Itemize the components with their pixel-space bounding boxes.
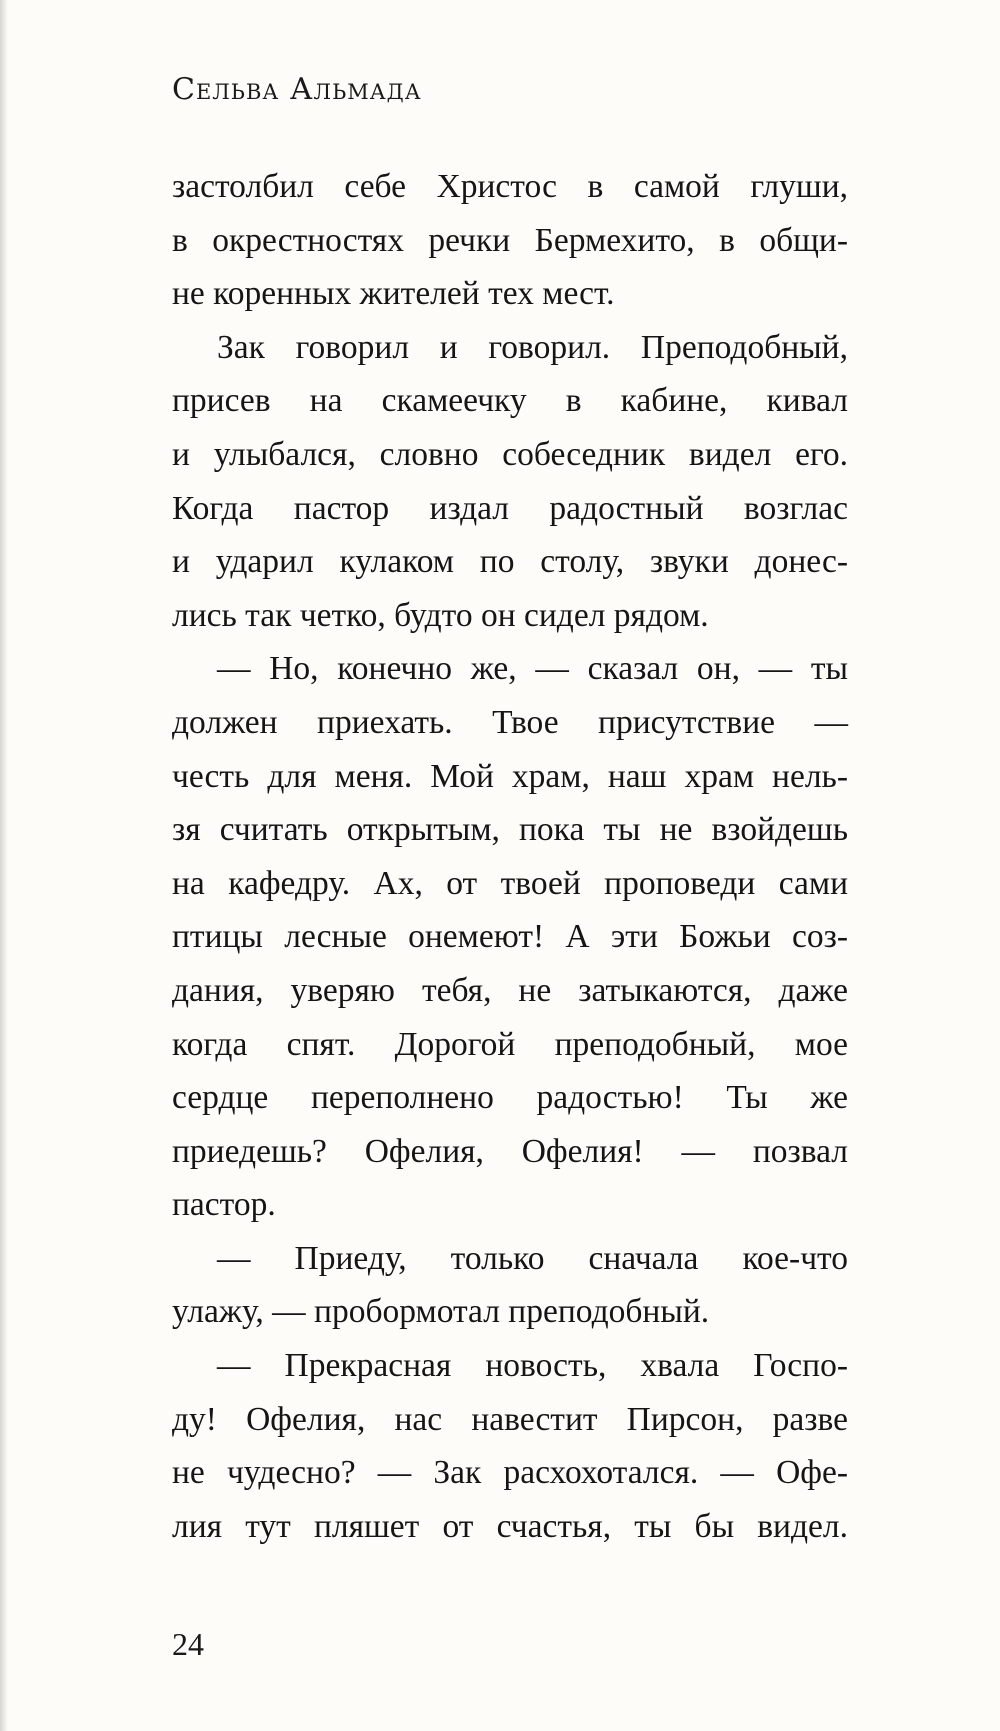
- text-line: лись так четко, будто он сидел рядом.: [172, 596, 709, 634]
- text-line: ду! Офелия, нас навестит Пирсон, разве: [172, 1400, 848, 1438]
- text-line: застолбил себе Христос в самой глуши,: [172, 168, 848, 205]
- text-line: зя считать открытым, пока ты не взойдешь: [172, 811, 848, 849]
- text-line: сердце переполнено радостью! Ты же: [172, 1079, 848, 1117]
- text-line: приедешь? Офелия, Офелия! — позвал: [172, 1132, 848, 1170]
- text-line: не коренных жителей тех мест.: [172, 275, 615, 313]
- text-line: и ударил кулаком по столу, звуки донес-: [172, 543, 848, 581]
- text-line: в окрестностях речки Бермехито, в общи-: [172, 221, 848, 259]
- text-line: когда спят. Дорогой преподобный, мое: [172, 1025, 848, 1063]
- text-line: лия тут пляшет от счастья, ты бы видел.: [172, 1507, 848, 1545]
- text-line: не чудесно? — Зак расхохотался. — Офе-: [172, 1454, 848, 1492]
- text-line: — Приеду, только сначала кое-что: [217, 1239, 848, 1277]
- text-line: дания, уверяю тебя, не затыкаются, даже: [172, 971, 848, 1009]
- text-line: улажу, — пробормотал преподобный.: [172, 1293, 710, 1331]
- page-edge-shadow: [0, 0, 8, 1731]
- text-line: — Но, конечно же, — сказал он, — ты: [217, 650, 848, 688]
- text-line: птицы лесные онемеют! А эти Божьи соз-: [172, 918, 848, 956]
- text-line: Когда пастор издал радостный возглас: [172, 489, 848, 527]
- text-line: честь для меня. Мой храм, наш храм нель-: [172, 757, 848, 795]
- running-head-author: Сельва Альмада: [172, 72, 422, 107]
- page-number: 24: [172, 1626, 204, 1662]
- text-line: присев на скамеечку в кабине, кивал: [172, 382, 848, 420]
- text-line: на кафедру. Ах, от твоей проповеди сами: [172, 864, 848, 902]
- text-line: должен приехать. Твое присутствие —: [172, 703, 848, 741]
- text-line: Зак говорил и говорил. Преподобный,: [217, 328, 848, 366]
- text-line: пастор.: [172, 1186, 276, 1224]
- text-line: — Прекрасная новость, хвала Госпо-: [217, 1347, 848, 1385]
- body-text: [172, 160, 848, 1553]
- text-line: и улыбался, словно собеседник видел его.: [172, 435, 848, 473]
